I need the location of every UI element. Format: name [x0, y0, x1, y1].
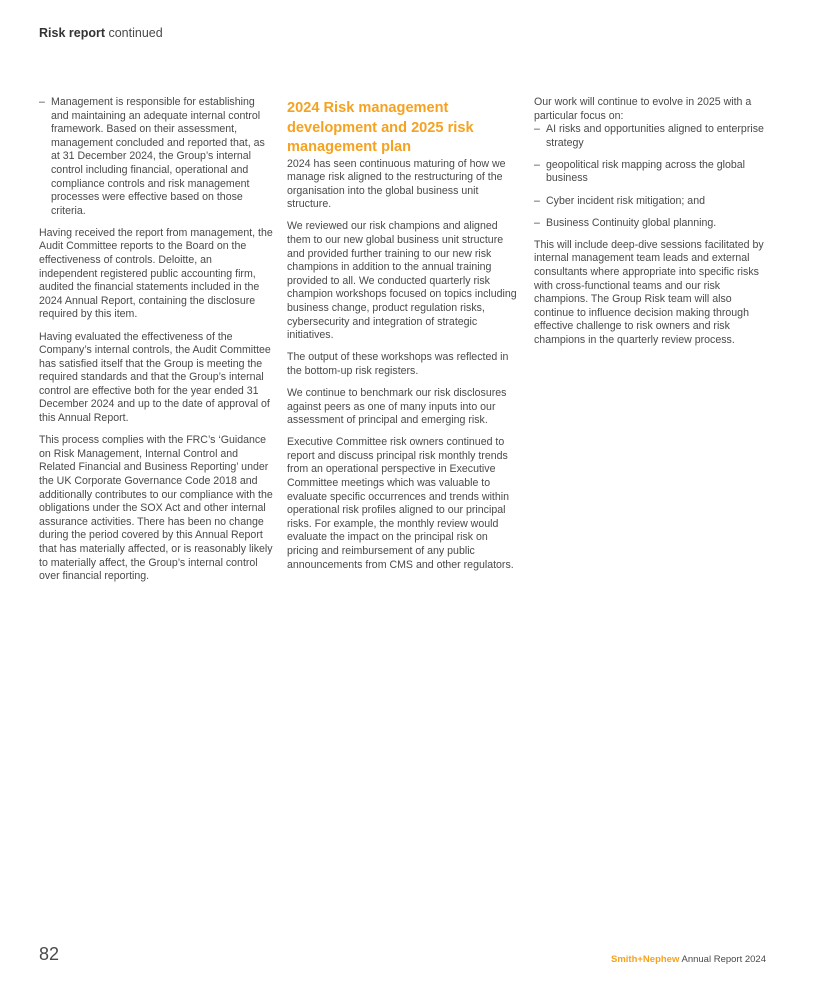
running-header [39, 26, 163, 40]
list-item: – geopolitical risk mapping across the global business [534, 159, 768, 186]
list-item: – Business Continuity global planning. [534, 217, 768, 231]
management-bullet-list [39, 96, 273, 218]
page-number: 82 [39, 944, 60, 964]
column-middle [287, 96, 521, 581]
paragraph: This will include deep-dive sessions facilitated by internal management team leads and external consultants where appropriate into specific risks with cross-functional teams and our risk champions. The Group Risk team will also continue to influence decision making through effective challenge to risk owners and risk champions in the quarterly review process. [534, 238, 764, 346]
paragraph: 2024 has seen continuous maturing of how we manage risk aligned to the restructuring of the organisation into the global business unit structure. [287, 157, 506, 211]
column-left [39, 96, 273, 592]
paragraph: Having received the report from management, the Audit Committee reports to the Board on the effectiveness of controls. Deloitte, an independent registered public accounting firm, audited the financial statements included in the 2024 Annual Report, containing the disclosure required by this item. [39, 226, 273, 321]
paragraph: Executive Committee risk owners continued to report and discuss principal risk monthly trends from an operational perspective in Executive Committee meetings which was valuable to evaluate specific occurrences and trends within operational risk profiles aligned to our principal risks. For example, the monthly review would evaluate the impact on the principal risk on pricing and reimbursement of any public announcements from CMS and other regulators. [287, 436, 514, 571]
paragraph: This process complies with the FRC’s ‘Guidance on Risk Management, Internal Control and Related Financial and Business Reporting’ under the UK Corporate Governance Code 2018 and additionally contributes to our compliance with the obligations under the SOX Act and other internal assurance activities. There has been no change during the period covered by this Annual Report that has materially affected, or is reasonably likely to materially affect, the Group’s internal control over financial reporting. [39, 434, 273, 583]
focus-list [534, 123, 768, 230]
list-item: – Management is responsible for establishing and maintaining an adequate internal control framework. Based on their assessment, management concluded and reported that, as at 31 December 2024, the Group’s internal control including financial, operational and compliance controls and risk management processes were effective based on those criteria. [39, 96, 273, 218]
paragraph: Our work will continue to evolve in 2025 with a particular focus on: [534, 96, 752, 122]
brand-logo-text: Smith+Nephew [611, 954, 680, 965]
paragraph: We continue to benchmark our risk disclosures against peers as one of many inputs into our assessment of principal and emerging risk. [287, 386, 507, 427]
paragraph: We reviewed our risk champions and aligned them to our new global business unit structure and provided further training to our new risk champions in addition to the annual training provided to all. We conducted quarterly risk champion workshops focused on topics including business change, product regulation risks, cybersecurity and integration of strategic initiatives. [287, 220, 517, 342]
list-item: – Cyber incident risk mitigation; and [534, 195, 768, 209]
paragraph: The output of these workshops was reflected in the bottom-up risk registers. [287, 351, 509, 377]
section-title: Risk report [39, 26, 105, 40]
report-name: Annual Report 2024 [679, 954, 766, 965]
column-right [534, 96, 768, 356]
section-heading: 2024 Risk management development and 2025 risk management plan [287, 100, 474, 155]
footer-report-title [611, 954, 766, 965]
list-item: – AI risks and opportunities aligned to enterprise strategy [534, 123, 768, 150]
paragraph: Having evaluated the effectiveness of the Company’s internal controls, the Audit Committee has satisfied itself that the Group is meeting the required standards and that the Group’s internal control are effective both for the year ended 31 December 2024 and up to the date of approval of this Annual Report. [39, 330, 271, 425]
section-continued: continued [105, 26, 163, 40]
